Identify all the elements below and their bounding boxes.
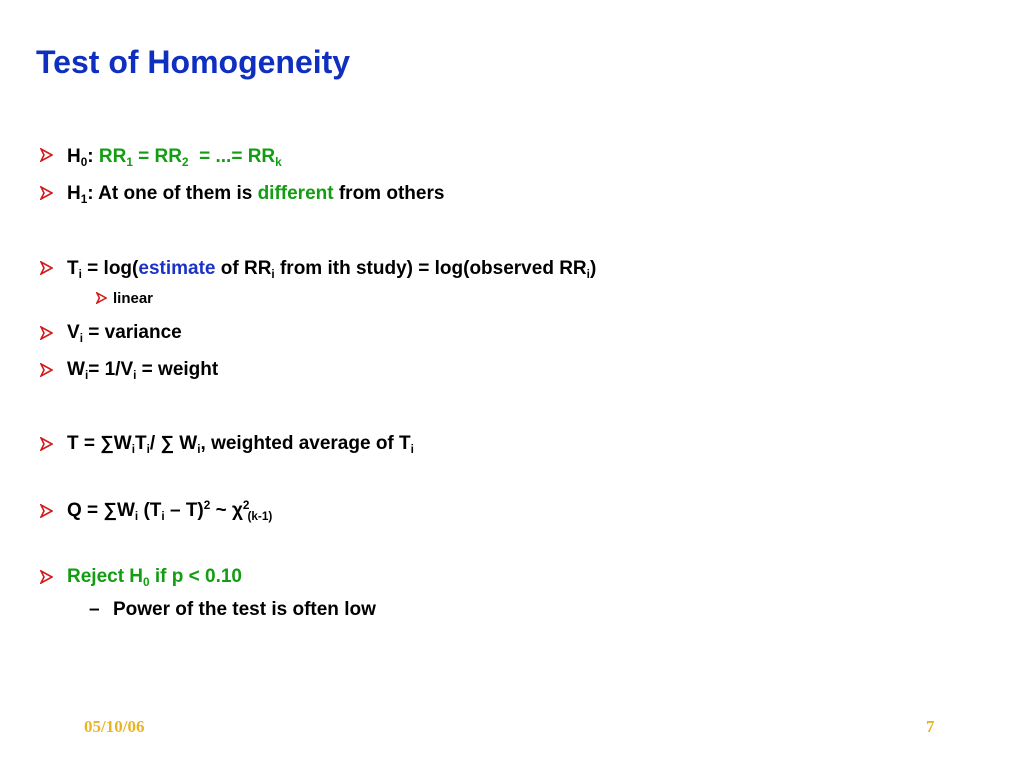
sub-bullet-linear: linear: [113, 290, 154, 307]
bullet-reject: Reject $H_0$ if p < 0.10: [67, 566, 242, 590]
arrowhead-bullet-icon: [40, 326, 53, 340]
arrowhead-bullet-icon: [40, 437, 53, 451]
arrowhead-bullet-icon: [40, 504, 53, 518]
bullet-h0: $H_0$: $RR_1 = RR_2$ = ...= $RR_k$: [67, 146, 282, 170]
arrowhead-bullet-icon: [96, 292, 107, 304]
arrowhead-bullet-icon: [40, 570, 53, 584]
footer-date: 05/10/06: [84, 717, 145, 736]
arrowhead-bullet-icon: [40, 261, 53, 275]
bullet-h1: $H_1$: At one of them is different from others: [67, 183, 445, 207]
page-number: 7: [926, 717, 935, 736]
arrowhead-bullet-icon: [40, 186, 53, 200]
bullet-wi: $W_i= 1/V_i$ = weight: [67, 359, 219, 383]
bullet-q-statistic: $Q = \sum W_i$ $(T_i - T)^2$ ~ $\chi^2_{(k-1)}$: [67, 498, 273, 524]
bullet-vi: $V_i$ = variance: [67, 322, 182, 346]
bullet-t-weighted: $T = \sum W_iT_i/$ ∑ $W_i$, weighted average of $T_i$: [67, 433, 414, 457]
sub-bullet-power: Power of the test is often low: [113, 599, 376, 620]
arrowhead-bullet-icon: [40, 148, 53, 162]
dash-bullet: –: [89, 599, 100, 620]
h0-equation: $RR_1 = RR_2$ = ...= $RR_k$: [98, 146, 282, 170]
arrowhead-bullet-icon: [40, 363, 53, 377]
highlight-estimate: estimate: [138, 258, 216, 279]
slide-title: Test of Homogeneity: [36, 44, 351, 80]
highlight-different: different: [257, 183, 334, 204]
bullet-ti: $T_i$ = log(estimate of $RR_i$ from ith study) = log(observed $RR_i$): [67, 258, 597, 282]
